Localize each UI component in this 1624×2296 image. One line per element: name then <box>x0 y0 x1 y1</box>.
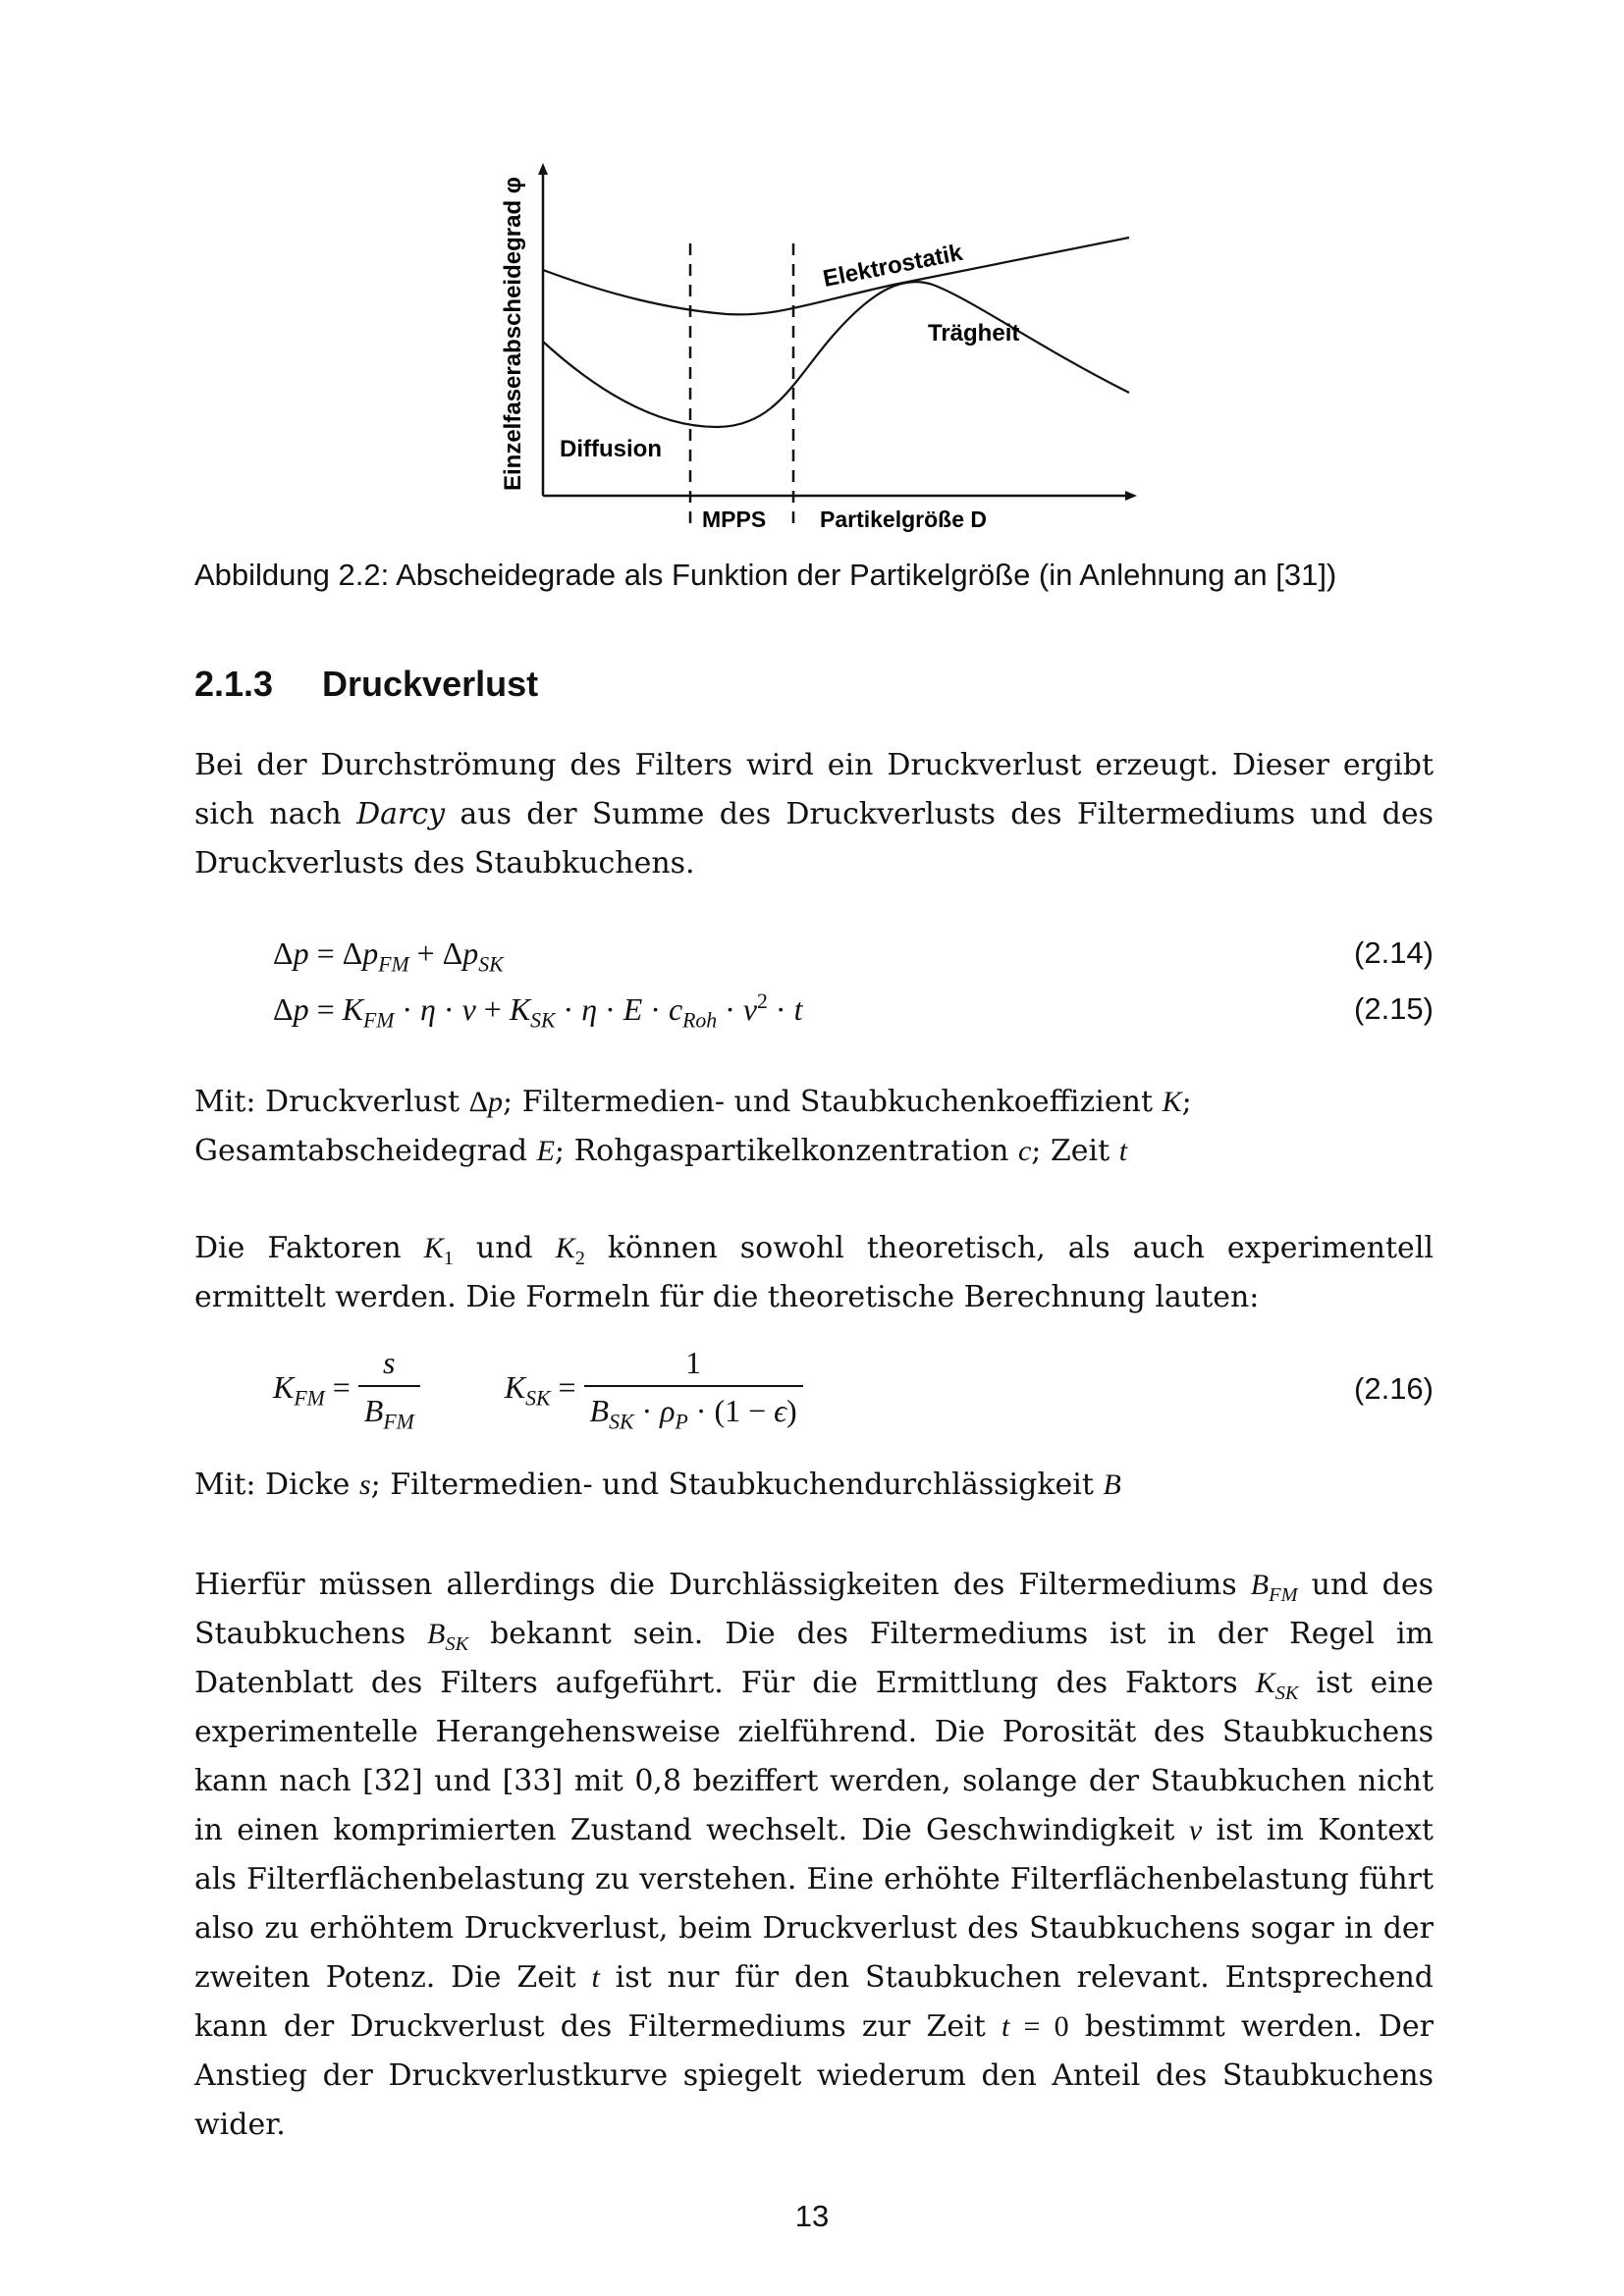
mpps-label: MPPS <box>702 507 767 532</box>
paragraph-text: können sowohl theoretisch, als auch experimentell ermittelt werden. Die Formeln für die theoretische Berechnung lauten: <box>194 1231 1435 1314</box>
paragraph-text: Die Faktoren <box>194 1231 424 1265</box>
equation-2-14: $\Delta p = \Delta p_{FM} + \Delta p_{SK}$ <box>273 935 504 977</box>
traegheit-label: Trägheit <box>928 320 1020 347</box>
equation-2-15: $\Delta p = K_{FM} \cdot \eta \cdot v + K_{SK} \cdot \eta \cdot E \cdot c_{Roh} \cdot v^2 \cdot t$ <box>273 989 803 1033</box>
section-number: 2.1.3 <box>194 664 274 704</box>
x-axis-label: Partikelgröße D <box>820 507 987 532</box>
paragraph-text: und des Staubkuchens <box>194 1568 1435 1651</box>
legend-text: ; Filtermedien- und Staubkuchendurchlässigkeit <box>370 1468 1104 1502</box>
paragraph-text: und <box>453 1231 556 1265</box>
paragraph-text: bekannt sein. Die des Filtermediums ist in der Regel im Datenblatt des Filters aufgeführt. Für die Ermittlung des Faktors <box>194 1617 1434 1700</box>
paragraph-intro <box>194 741 1434 888</box>
section-title: Druckverlust <box>322 664 539 704</box>
legend-text: Mit: Dicke <box>194 1468 359 1502</box>
paragraph-text: ist eine experimentelle Herangehensweise zielführend. Die Porosität des Staubkuchens kann nach [32] und [33] mit 0,8 beziffert werden, solange der Staubkuchen nicht in einen komprimierten Zustand wechselt. Die Geschwindigkeit <box>194 1666 1434 1847</box>
legend-equation-2-15: Mit: Druckverlust Δp; Filtermedien- und Staubkuchenkoeffizient K; Gesamtabscheidegrad E; Rohgaspartikelkonzentration c; Zeit t <box>194 1085 1192 1168</box>
fraction-ksk: $\frac{1}{B_{SK} \cdot \rho_P \cdot (1 - \epsilon)}$ <box>584 1345 803 1429</box>
legend-text: Gesamtabscheidegrad <box>194 1134 537 1168</box>
lower-efficiency-curve <box>543 282 1129 427</box>
fraction-kfm: $\frac{s}{B_{FM}}$ <box>358 1345 420 1429</box>
elektrostatik-label: Elektrostatik <box>820 239 965 293</box>
paragraph-text: bestimmt werden. Der Anstieg der Druckverlustkurve spiegelt wiederum den Anteil des Staubkuchens wider. <box>194 2009 1434 2142</box>
paragraph-intro-part2: aus der Summe des Druckverlusts des Filtermediums und des Druckverlusts des Staubkuchens. <box>194 797 1434 881</box>
equation-number-2-15: (2.15) <box>1354 991 1434 1026</box>
paragraph-factors: Die Faktoren $K_1$ und $K_2$ können sowohl theoretisch, als auch experimentell ermittelt werden. Die Formeln für die theoretische Berechnung lauten: <box>194 1231 1435 1314</box>
equation-number-2-16: (2.16) <box>1354 1371 1434 1406</box>
page-number-container <box>0 2199 1624 2234</box>
legend-text: ; Zeit <box>1031 1134 1119 1168</box>
diffusion-label: Diffusion <box>560 436 662 462</box>
section-heading <box>194 664 538 705</box>
paragraph-text: ist nur für den Staubkuchen relevant. Entsprechend kann der Druckverlust des Filtermediums zur Zeit <box>194 1960 1435 2044</box>
figure-caption: Abbildung 2.2: Abscheidegrade als Funktion der Partikelgröße (in Anlehnung an [31]) <box>194 558 1337 592</box>
legend-text: ; <box>1181 1085 1192 1119</box>
paragraph-permeability: Hierfür müssen allerdings die Durchlässigkeiten des Filtermediums $B_{FM}$ und des Staubkuchens $B_{SK}$ bekannt sein. Die des Filtermediums ist in der Regel im Datenblatt des Filters aufgeführt. Für die Ermittlung des Faktors $K_{SK}$ ist eine experimentelle Herangehensweise zielführend. Die Porosität des Staubkuchens kann nach [32] und [33] mit 0,8 beziffert werden, solange der Staubkuchen nicht in einen komprimierten Zustand wechselt. Die Geschwindigkeit v ist im Kontext als Filterflächenbelastung zu verstehen. Eine erhöhte Filterflächenbelastung führt also zu erhöhtem Druckverlust, beim Druckverlust des Staubkuchens sogar in der zweiten Potenz. Die Zeit t ist nur für den Staubkuchen relevant. Entsprechend kann der Druckverlust des Filtermediums zur Zeit t = 0 bestimmt werden. Der Anstieg der Druckverlustkurve spiegelt wiederum den Anteil des Staubkuchens wider. <box>194 1568 1435 2142</box>
legend-text: ; Filtermedien- und Staubkuchenkoeffizient <box>502 1085 1163 1119</box>
legend-text: ; Rohgaspartikelkonzentration <box>554 1134 1018 1168</box>
darcy-name: Darcy <box>356 797 446 831</box>
paragraph-text: Hierfür müssen allerdings die Durchlässigkeiten des Filtermediums <box>194 1568 1251 1602</box>
separation-efficiency-figure <box>481 157 1149 550</box>
y-axis-arrow <box>538 163 548 175</box>
legend-text: Mit: Druckverlust <box>194 1085 469 1119</box>
page-number: 13 <box>794 2199 830 2233</box>
x-axis-arrow <box>1125 491 1137 501</box>
equation-2-16: $K_{FM}$ = $\frac{s}{B_{FM}}$ $K_{SK}$ = $\frac{1}{B_{SK} \cdot \rho_P \cdot (1 - \epsilon)}$ <box>273 1345 803 1429</box>
paragraph-text: ist im Kontext als Filterflächenbelastung zu verstehen. Eine erhöhte Filterflächenbelastung führt also zu erhöhtem Druckverlust, beim Druckverlust des Staubkuchens sogar in der zweiten Potenz. Die Zeit <box>194 1813 1434 1995</box>
equation-number-2-14: (2.14) <box>1354 935 1434 970</box>
y-axis-label: Einzelfaserabscheidegrad φ <box>500 177 526 491</box>
paragraph-intro-part1: Bei der Durchströmung des Filters wird ein Druckverlust erzeugt. Dieser ergibt sich nach <box>194 748 1434 831</box>
legend-equation-2-16: Mit: Dicke s; Filtermedien- und Staubkuchendurchlässigkeit B <box>194 1468 1121 1502</box>
